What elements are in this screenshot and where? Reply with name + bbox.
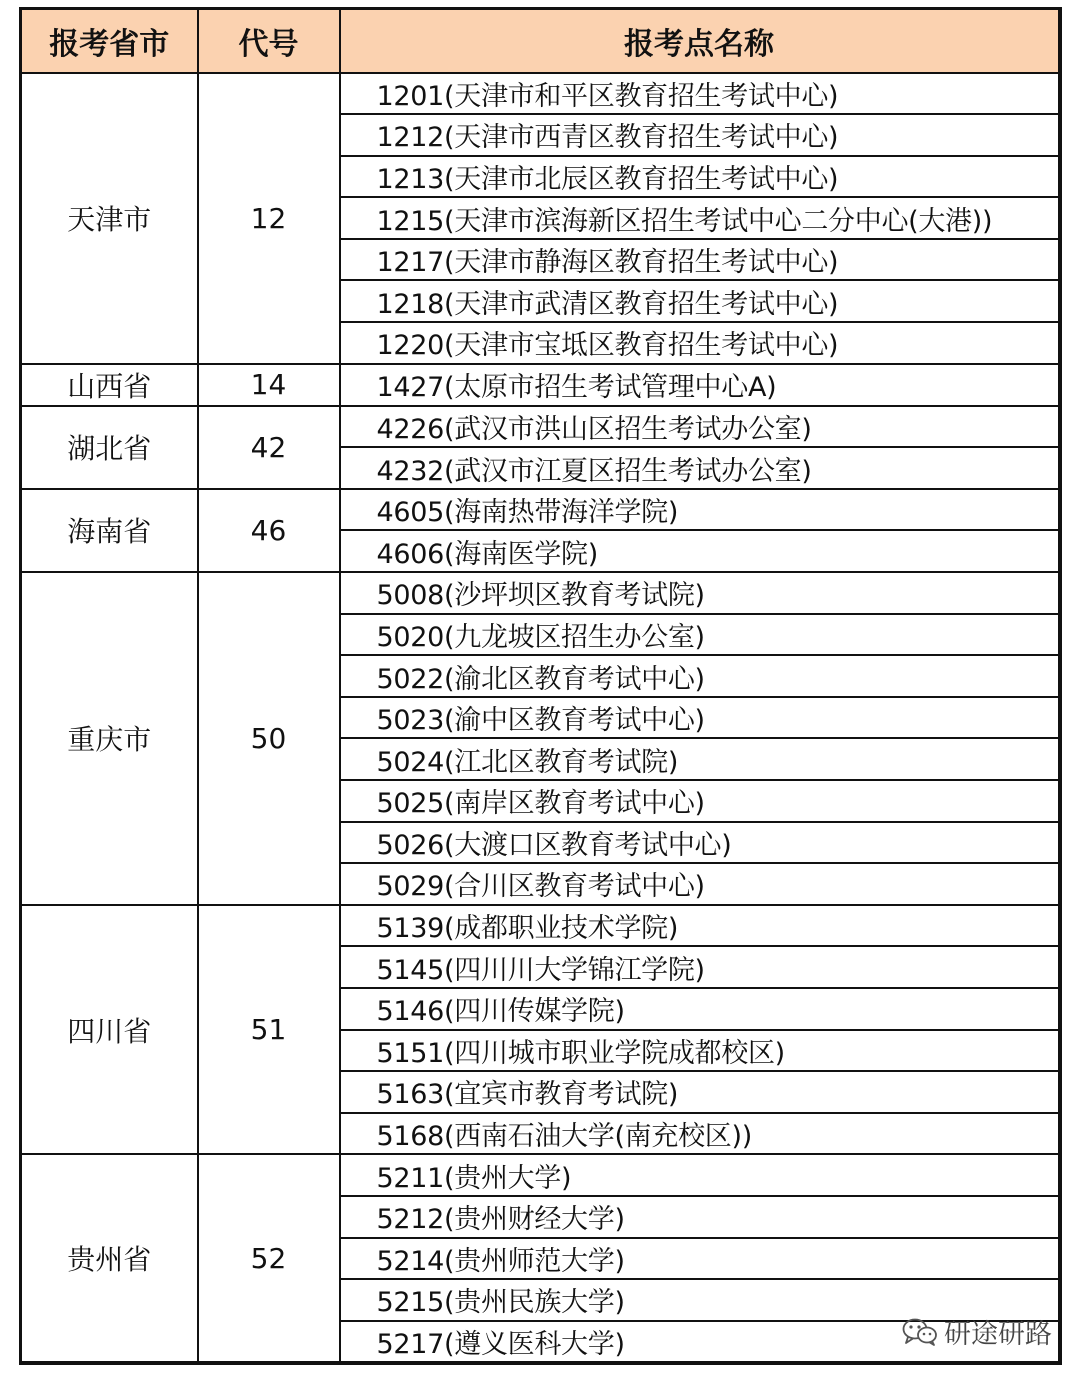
header-province: 报考省市: [21, 9, 198, 73]
site-cell: 5212(贵州财经大学): [340, 1196, 1060, 1238]
code-cell: 14: [198, 364, 340, 406]
province-cell: 四川省: [21, 905, 198, 1155]
table-row: [21, 1154, 1060, 1196]
header-code: 代号: [198, 9, 340, 73]
table-row: [21, 572, 1060, 614]
code-cell: 46: [198, 489, 340, 572]
site-cell: 1218(天津市武清区教育招生考试中心): [340, 280, 1060, 322]
code-cell: 51: [198, 905, 340, 1155]
site-cell: 5023(渝中区教育考试中心): [340, 697, 1060, 739]
wechat-icon: [902, 1317, 938, 1347]
site-cell: 5020(九龙坡区招生办公室): [340, 614, 1060, 656]
table-row: [21, 905, 1060, 947]
header-site: 报考点名称: [340, 9, 1060, 73]
code-cell: 52: [198, 1154, 340, 1362]
watermark-text: 研途研路: [944, 1319, 1052, 1350]
code-cell: 12: [198, 73, 340, 364]
code-cell: 50: [198, 572, 340, 905]
site-cell: 4605(海南热带海洋学院): [340, 489, 1060, 531]
site-cell: 5024(江北区教育考试院): [340, 738, 1060, 780]
site-cell: 5145(四川川大学锦江学院): [340, 946, 1060, 988]
site-cell: 4226(武汉市洪山区招生考试办公室): [340, 406, 1060, 448]
site-cell: 5029(合川区教育考试中心): [340, 863, 1060, 905]
site-cell: 4606(海南医学院): [340, 530, 1060, 572]
site-cell: 5211(贵州大学): [340, 1154, 1060, 1196]
site-cell: 5214(贵州师范大学): [340, 1238, 1060, 1280]
table-body: [21, 73, 1060, 1363]
site-cell: 5008(沙坪坝区教育考试院): [340, 572, 1060, 614]
site-cell: 5217(遵义医科大学): [340, 1321, 1060, 1363]
site-cell: 1213(天津市北辰区教育招生考试中心): [340, 156, 1060, 198]
province-cell: 天津市: [21, 73, 198, 364]
table-row: [21, 406, 1060, 448]
site-cell: 4232(武汉市江夏区招生考试办公室): [340, 447, 1060, 489]
table-row: [21, 73, 1060, 115]
table-row: [21, 364, 1060, 406]
province-cell: 海南省: [21, 489, 198, 572]
table-row: [21, 489, 1060, 531]
province-cell: 湖北省: [21, 406, 198, 489]
site-cell: 5025(南岸区教育考试中心): [340, 780, 1060, 822]
site-cell: 5151(四川城市职业学院成都校区): [340, 1030, 1060, 1072]
site-cell: 5168(西南石油大学(南充校区)): [340, 1113, 1060, 1155]
site-cell: 5215(贵州民族大学): [340, 1279, 1060, 1321]
exam-site-table: [19, 7, 1062, 1365]
province-cell: 山西省: [21, 364, 198, 406]
watermark: [902, 1312, 1052, 1351]
site-cell: 5139(成都职业技术学院): [340, 905, 1060, 947]
site-cell: 1427(太原市招生考试管理中心A): [340, 364, 1060, 406]
site-cell: 5026(大渡口区教育考试中心): [340, 822, 1060, 864]
code-cell: 42: [198, 406, 340, 489]
site-cell: 5146(四川传媒学院): [340, 988, 1060, 1030]
site-cell: 1215(天津市滨海新区招生考试中心二分中心(大港)): [340, 197, 1060, 239]
site-cell: 1220(天津市宝坻区教育招生考试中心): [340, 322, 1060, 364]
province-cell: 重庆市: [21, 572, 198, 905]
site-cell: 5022(渝北区教育考试中心): [340, 655, 1060, 697]
province-cell: 贵州省: [21, 1154, 198, 1362]
site-cell: 1201(天津市和平区教育招生考试中心): [340, 73, 1060, 115]
site-cell: 1212(天津市西青区教育招生考试中心): [340, 114, 1060, 156]
header-row: [21, 9, 1060, 73]
site-cell: 1217(天津市静海区教育招生考试中心): [340, 239, 1060, 281]
site-cell: 5163(宜宾市教育考试院): [340, 1071, 1060, 1113]
